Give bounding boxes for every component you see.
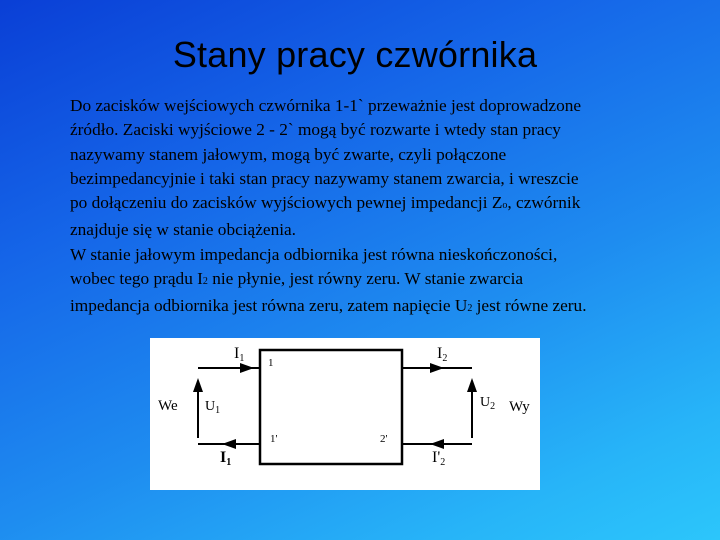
subscript: 2: [202, 276, 208, 288]
current-arrow-i1-top: [240, 363, 254, 373]
current-arrow-i2-bottom: [430, 439, 444, 449]
text-line: wobec tego prądu I: [70, 269, 203, 289]
voltage-arrowhead-u1: [193, 378, 203, 392]
label-port-1: 1: [268, 357, 274, 369]
current-arrow-i2-top: [430, 363, 444, 373]
two-port-svg: [150, 338, 540, 490]
slide-title: Stany pracy czwórnika: [172, 34, 538, 75]
text-line: jest równe zeru.: [472, 296, 587, 316]
label-i1-bottom: I1: [220, 449, 232, 468]
current-arrow-i1-bottom: [222, 439, 236, 449]
text-line: nazywamy stanem jałowym, mogą być zwarte, czyli połączone: [70, 144, 507, 164]
slide-body: [70, 94, 690, 322]
text-line: , czwórnik: [507, 193, 581, 213]
paragraph-2: [70, 243, 690, 322]
label-we: We: [158, 398, 178, 414]
two-port-box: [260, 350, 402, 464]
two-port-diagram: [150, 338, 540, 490]
label-i2-top: I2: [437, 345, 448, 364]
text-line: impedancja odbiornika jest równa zeru, zatem napięcie U: [70, 296, 468, 316]
text-line: znajduje się w stanie obciążenia.: [70, 220, 296, 240]
text-line: bezimpedancyjnie i taki stan pracy nazywamy stanem zwarcia, i wreszcie: [70, 168, 579, 188]
label-u2: $U_2$: [480, 395, 496, 412]
label-wy: Wy: [509, 399, 530, 415]
label-i2-bottom: I'2: [432, 449, 446, 468]
label-port-2-prime: 2': [380, 433, 388, 445]
subscript: o: [502, 200, 508, 212]
text-line: W stanie jałowym impedancja odbiornika jest równa nieskończoności,: [70, 244, 558, 264]
voltage-arrowhead-u2: [467, 378, 477, 392]
label-u1: $U_1$: [205, 399, 221, 416]
subscript: 2: [467, 303, 473, 315]
text-line: źródło. Zaciski wyjściowe 2 - 2` mogą być rozwarte i wtedy stan pracy: [70, 120, 561, 140]
text-line: Do zacisków wejściowych czwórnika 1-1` przeważnie jest doprowadzone: [70, 96, 582, 115]
label-port-1-prime: 1': [270, 433, 278, 445]
label-i1-top: I1: [234, 345, 245, 364]
text-line: po dołączeniu do zacisków wyjściowych pewnej impedancji Z: [70, 193, 503, 213]
paragraph-1: [70, 94, 690, 243]
text-line: nie płynie, jest równy zeru. W stanie zwarcia: [207, 269, 524, 289]
